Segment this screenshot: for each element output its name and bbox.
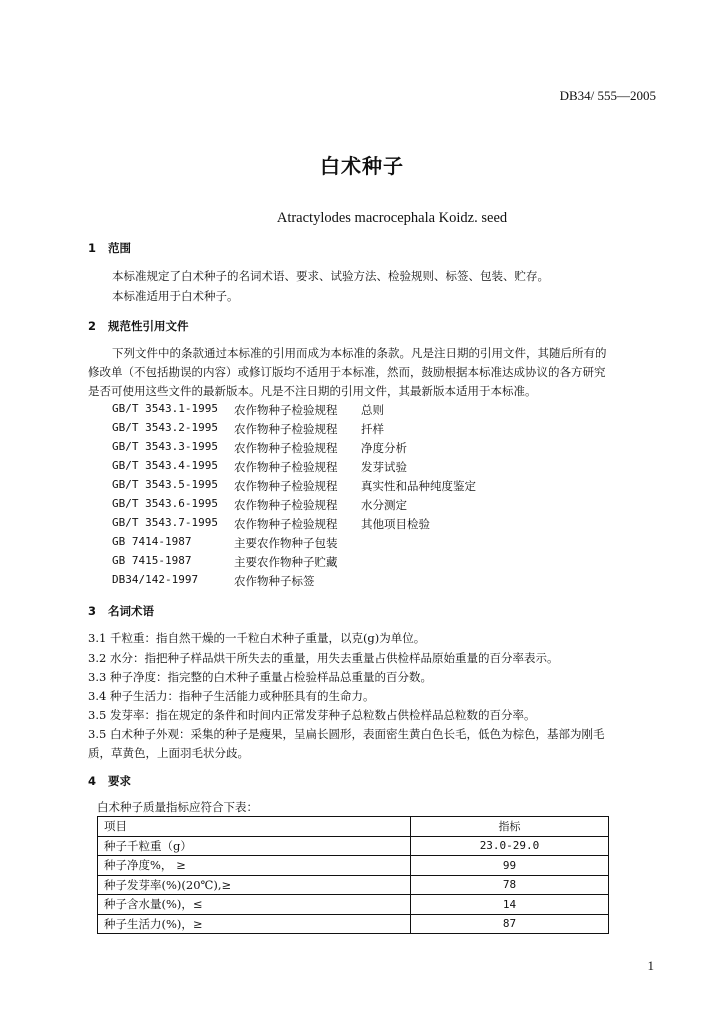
table-row — [98, 875, 609, 895]
term-line: 3.5 白术种子外观：采集的种子是瘦果，呈扁长圆形，表面密生黄白色长毛，低色为棕色，基部为刚毛 — [88, 727, 605, 741]
value-cell: 87 — [411, 914, 609, 934]
latin-subtitle: Atractylodes macrocephala Koidz. seed — [276, 210, 508, 226]
term-line: 3.1 千粒重：指自然干燥的一千粒白术种子重量，以克(g)为单位。 — [88, 631, 426, 645]
header-cell: 项目 — [98, 817, 411, 837]
item-cell: 种子净度%， ≥ — [98, 856, 411, 876]
term-line: 3.5 发芽率：指在规定的条件和时间内正常发芽种子总粒数占供检样品总粒数的百分率。 — [88, 708, 536, 722]
value-cell: 99 — [411, 856, 609, 876]
table-row — [98, 895, 609, 915]
paragraph-line: 修改单（不包括勘误的内容）或修订版均不适用于本标准，然而，鼓励根据本标准达成协议的各方研究 — [88, 365, 606, 379]
document-code: DB34/ 555—2005 — [559, 88, 656, 103]
table-row — [98, 856, 609, 876]
table-row — [98, 914, 609, 934]
table-header-row — [98, 817, 609, 837]
quality-spec-table — [97, 816, 609, 934]
item-cell: 种子含水量(%)，≤ — [98, 895, 411, 915]
term-line: 3.2 水分：指把种子样品烘干所失去的重量，用失去重量占供检样品原始重量的百分率表示。 — [88, 651, 559, 665]
section-heading-scope: 1 范围 — [88, 241, 131, 255]
value-cell: 14 — [411, 895, 609, 915]
section-heading-normative-references: 2 规范性引用文件 — [88, 319, 189, 333]
value-cell: 23.0-29.0 — [411, 836, 609, 856]
table-caption: 白术种子质量指标应符合下表： — [97, 800, 258, 814]
paragraph-line: 下列文件中的条款通过本标准的引用而成为本标准的条款。凡是注日期的引用文件，其随后所有的 — [112, 346, 607, 360]
value-cell: 78 — [411, 875, 609, 895]
term-line: 质，草黄色，上面羽毛状分歧。 — [88, 746, 249, 760]
paragraph-line: 本标准适用于白术种子。 — [112, 289, 239, 303]
paragraph-line: 是否可使用这些文件的最新版本。凡是不注日期的引用文件，其最新版本适用于本标准。 — [88, 384, 537, 398]
section-heading-requirements: 4 要求 — [88, 774, 131, 788]
item-cell: 种子千粒重（g） — [98, 836, 411, 856]
page-number: 1 — [647, 958, 654, 973]
section-heading-terms: 3 名词术语 — [88, 604, 154, 618]
term-line: 3.3 种子净度：指完整的白术种子重量占检验样品总重量的百分数。 — [88, 670, 432, 684]
item-cell: 种子发芽率(%)(20℃),≥ — [98, 875, 411, 895]
page-title: 白术种子 — [320, 154, 404, 178]
table-row — [98, 836, 609, 856]
paragraph-line: 本标准规定了白术种子的名词术语、要求、试验方法、检验规则、标签、包装、贮存。 — [112, 269, 549, 283]
term-line: 3.4 种子生活力：指种子生活能力或种胚具有的生命力。 — [88, 689, 375, 703]
item-cell: 种子生活力(%)，≥ — [98, 914, 411, 934]
header-cell: 指标 — [411, 817, 609, 837]
